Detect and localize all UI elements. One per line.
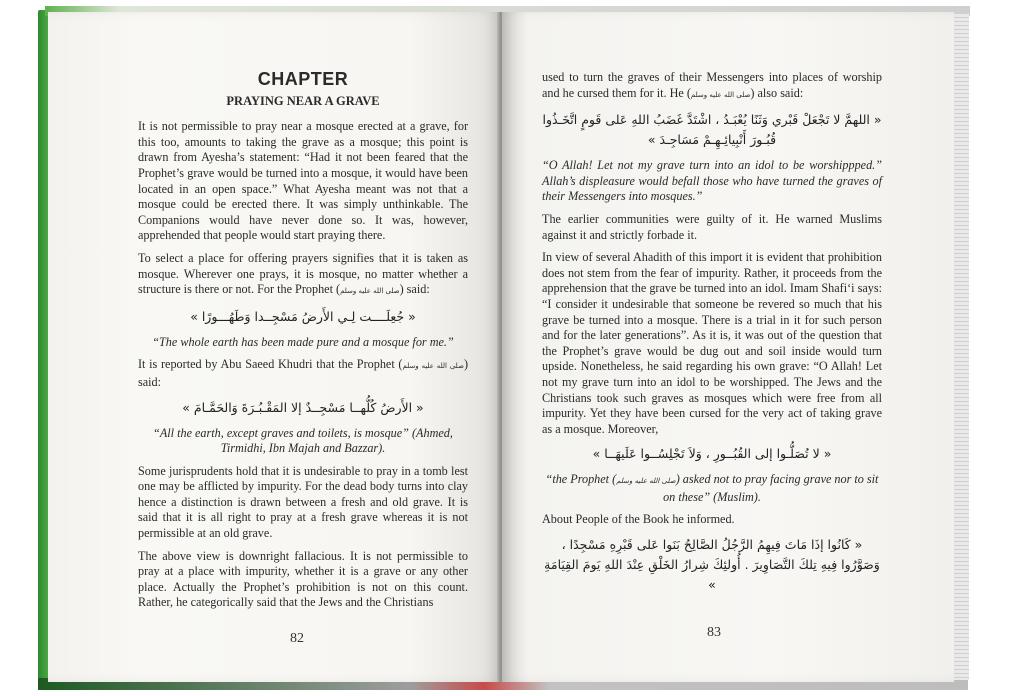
paragraph: The earlier communities were guilty of it. He warned Muslims against it and strictly forbade it. (542, 211, 882, 242)
paragraph: used to turn the graves of their Messengers into places of worship and he cursed them for it. He (صلى الله عليه وسلم) also said: (542, 70, 882, 100)
paragraph: About People of the Book he informed. (542, 512, 735, 527)
honorific-text: صلى الله عليه وسلم (402, 362, 464, 371)
left-page (48, 12, 500, 682)
hadith-translation: “O Allah! Let not my grave turn into an idol to be worshippped.” Allah’s displeasure would befall those who have turned the graves of their Messengers into mosques.” (542, 158, 882, 204)
arabic-hadith: « كَانُوا إذَا مَاتَ فِيهِمُ الرَّجُلُ الصَّالِحُ بَنَوا عَلى قَبْرِهِ مَسْجِدًا ، وَصَوَّرُوا فِيهِ تِلكَ التَّصَاوِيرَ . أُولئِكَ شِرارُ الخَلْقِ عِنْدَ اللهِ يَومَ القِيَامَةِ » (544, 537, 880, 593)
arabic-hadith: « لا تُصَلُّـوا إلى القُبُــورِ ، وَلاَ تَجْلِسُــوا عَلَيهَــا » (592, 446, 832, 462)
hadith-translation: “The whole earth has been made pure and a mosque for me.” (152, 334, 454, 349)
honorific-text: صلى الله عليه وسلم (690, 90, 751, 99)
honorific-text: صلى الله عليه وسلم (616, 477, 676, 486)
chapter-title: PRAYING NEAR A GRAVE (226, 93, 380, 108)
page-number: 83 (707, 625, 721, 640)
paragraph: In view of several Ahadith of this import it is evident that prohibition does not stem from the fear of impurity. Rather, it proceeds from the apprehension that the grave be turned into an idol. Imam Shafi‘i says: “I consider it undesirable that someone be revered so much that his grave be turned into a mosque. There is a trial in it for such person and for the later generations”. As it is, it was out of the question that the Prophet’s grave would be dug out and soil inside would turn upside. Nonetheless, he said regarding his own grave: “O Allah! Let not my grave turn into an idol to be worshipped. The Jews and the Christians took such graves as mosques which were free from all impurity. Yet they have been cursed for the very act of taking grave as a mosque. Moreover, (542, 250, 882, 436)
chapter-heading: CHAPTER (257, 69, 349, 89)
arabic-hadith: « اللهمَّ لا تَجْعَلْ قَبْري وَثَنًا يُعْبَـدُ ، اشْتَدَّ غَضَبُ اللهِ عَلى قَومٍ اتَّخَـذُوا قُبُـورَ أَنْبِيائِـهِـمْ مَسَاجِـدَ » (542, 112, 882, 148)
paragraph: It is reported by Abu Saeed Khudri that the Prophet (صلى الله عليه وسلم) said: (138, 357, 468, 389)
right-page (502, 12, 954, 682)
paragraph: It is not permissible to pray near a mosque erected at a grave, for this too, amounts to taking the grave as a mosque; this point is drawn from Ayesha’s statement: “Had it not been feared that the Prophet’s grave would be turned into a mosque, it would have been located in an open space.” What Ayesha meant was not that a mosque could be erected there. It was simply unthinkable. The Companions would have never done so. It was, however, apprehended that people would start praying there. (138, 119, 468, 243)
left-page-body (138, 69, 468, 618)
paragraph: The above view is downright fallacious. It is not permissible to pray at a place with impurity, whether it is a grave or any other place. Actually the Prophet’s prohibition is not on this count. Rather, he categorically said that the Jews and the Christians (138, 548, 468, 610)
page-stack-edge (952, 14, 969, 680)
paragraph: Some jurisprudents hold that it is undesirable to pray in a tomb lest one may be afflicted by impurity. For the dead body turns into clay hence a distinction is drawn between a fresh and old grave. It is said that it is all right to pray at a fresh grave whereas it is not permissible at an old grave. (138, 463, 468, 541)
page-number: 82 (290, 631, 304, 646)
right-page-body (542, 70, 882, 603)
paragraph: To select a place for offering prayers signifies that it is taken as mosque. Wherever one prays, it is mosque, no matter whether a structure is there or not. For the Prophet (صلى الله عليه وسلم) said: (138, 250, 468, 297)
hadith-translation: “All the earth, except graves and toilets, is mosque” (Ahmed, Tirmidhi, Ibn Majah and Bazzar). (153, 425, 453, 456)
arabic-hadith: « الأَرضُ كُلُّهــا مَسْجِــدٌ إلا المَقْـبُـرَةَ وَالحَمَّـامَ » (182, 399, 424, 415)
hadith-translation: “the Prophet (صلى الله عليه وسلم) asked not to pray facing grave nor to sit on these” (Muslim). (545, 472, 879, 504)
arabic-hadith: « جُعِلَــــت لِـي الأَرضُ مَسْجِــدا وَطَهُـــورًا » (190, 308, 416, 324)
honorific-text: صلى الله عليه وسلم (340, 287, 400, 296)
